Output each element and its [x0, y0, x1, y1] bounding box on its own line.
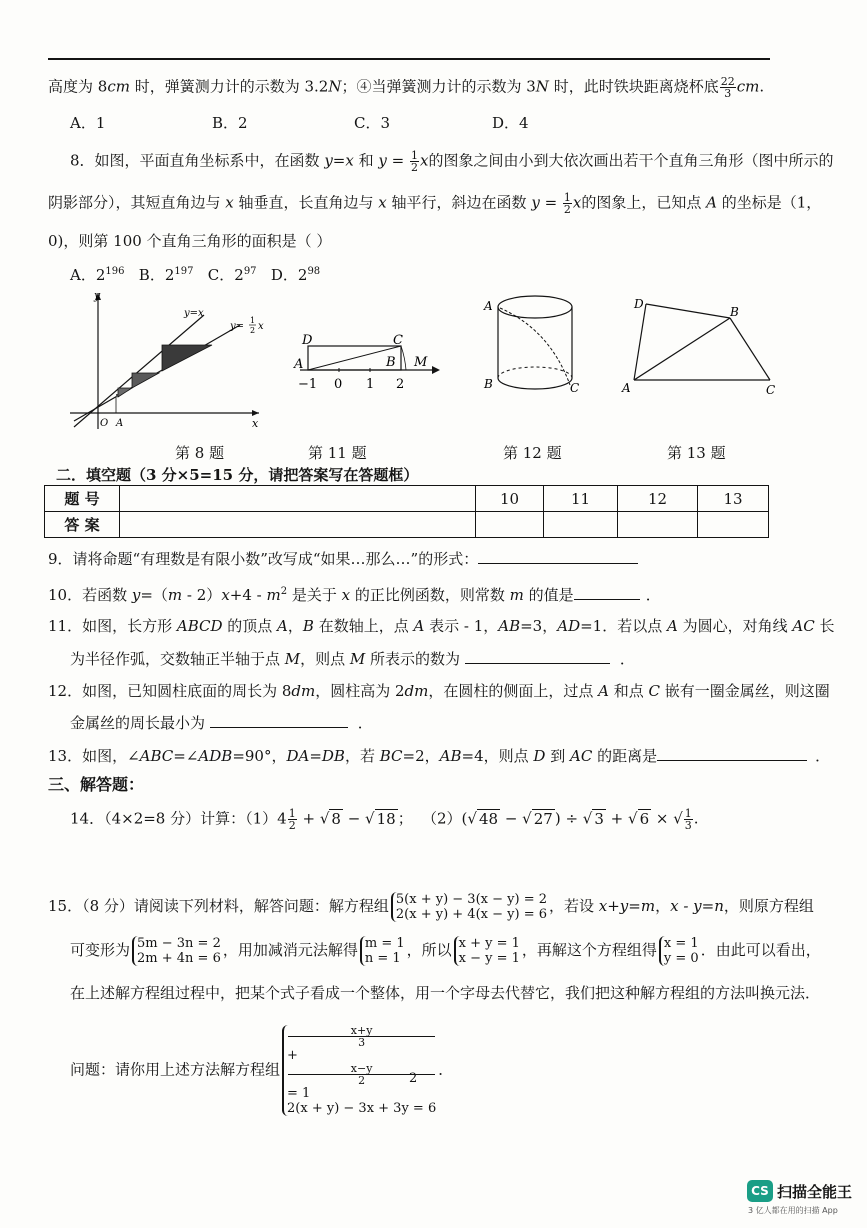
- answer-table-header-row: [45, 486, 769, 512]
- q12-line-2: 金属丝的周长最小为 ．: [70, 714, 373, 732]
- q11-line-2: 为半径作弧，交数轴正半轴于点 M，则点 M 所表示的数为 ．: [70, 650, 635, 668]
- figure-11: [290, 322, 450, 402]
- fig11-d: D: [302, 333, 313, 348]
- q11-answer-blank[interactable]: [465, 649, 610, 664]
- q14: 14．（4×2=8 分）计算：（1）4 $\frac{1}{2}$ + √ 8 − √ 18 ；: [70, 807, 413, 832]
- q8-line-1: 8．如图，平面直角坐标系中，在函数 y=x 和 y = $\frac{1}{2}$ x的图象之间由小到大依次画出若干个直角三角形（图中所示的: [70, 149, 834, 174]
- answer-cell-11[interactable]: [544, 512, 618, 538]
- fig12-c: C: [570, 381, 580, 395]
- camscanner-logo-icon: CS: [747, 1180, 773, 1202]
- q15-system-5: x = 1 y = 0: [659, 936, 699, 966]
- watermark-name: 扫描全能王: [777, 1183, 853, 1201]
- fig13-a: A: [622, 381, 631, 395]
- figure-8: [64, 287, 264, 432]
- q7-text: 高度为 8: [48, 77, 108, 96]
- answer-table-answer-row: [45, 512, 769, 538]
- fig11-tick-0: 0: [334, 377, 343, 392]
- fig8-y-label: y: [94, 289, 101, 302]
- fig12-caption: 第 12 题: [503, 444, 562, 462]
- fig8-line-half: y=: [230, 321, 245, 332]
- svg-text:2: 2: [250, 326, 256, 335]
- q12-answer-blank[interactable]: [210, 713, 348, 728]
- answer-cell-10[interactable]: [476, 512, 544, 538]
- q11-line-1: 11．如图，长方形 ABCD 的顶点 A，B 在数轴上，点 A 表示 - 1，AB=3，AD=1．若以点 A 为圆心，对角线 AC 长: [48, 617, 835, 635]
- fig11-tick-2: 2: [396, 377, 405, 392]
- q7-unit: cm: [736, 77, 760, 96]
- q15-line-3: 在上述解方程组过程中，把某个式子看成一个整体，用一个字母去代替它，我们把这种解方程组的方法叫换元法．: [70, 984, 821, 1002]
- answer-table-cell: [120, 486, 476, 512]
- fig13-b: B: [730, 305, 739, 319]
- q13: 13．如图，∠ABC=∠ADB=90°，DA=DB，若 BC=2，AB=4，则点 D 到 AC 的距离是 ．: [48, 747, 831, 765]
- q7-line: 高度为 8cm 时，弹簧测力计的示数为 3.2N；④当弹簧测力计的示数为 3N 时，此时铁块距离烧杯底 $\frac{22}{3}$ cm.: [48, 75, 765, 100]
- fig11-m: M: [414, 355, 428, 370]
- q7-unit: N: [535, 77, 549, 96]
- q14-part-2: （2）(√ 48 − √ 27 ) ÷ √ 3 + √ 6 × √ $\frac{1}{3}$ .: [422, 807, 699, 832]
- fig13-c: C: [766, 383, 776, 397]
- answer-col-11: 11: [544, 486, 618, 512]
- q7-text: ；④当弹簧测力计的示数为 3: [341, 77, 536, 96]
- q7-fraction: $\frac{22}{3}$: [720, 75, 735, 100]
- section2-title: 二．填空题（3 分×5=15 分，请把答案写在答题框）: [56, 466, 419, 484]
- q7-option-c: C．3: [354, 114, 391, 132]
- fig11-tick-1: 1: [366, 377, 375, 392]
- svg-text:x: x: [258, 321, 264, 332]
- q8-option-b: B．$2^{197}$: [138, 266, 194, 284]
- q8-line-3: 0)，则第 100 个直角三角形的面积是（ ）: [48, 232, 332, 250]
- fig12-a: A: [484, 299, 493, 313]
- fig12-b: B: [484, 377, 493, 391]
- answer-col-13: 13: [698, 486, 769, 512]
- answer-col-10: 10: [476, 486, 544, 512]
- q8-option-c: C．$2^{97}$: [207, 266, 257, 284]
- q10: 10．若函数 $y=(m - 2)x+4 - m^2$ 是关于 x 的正比例函数，则常数 m 的值是 ．: [48, 586, 661, 604]
- answer-table: [44, 485, 769, 538]
- q9-answer-blank[interactable]: [478, 549, 638, 564]
- fig8-origin: O: [100, 418, 109, 429]
- q8-option-d: D．$2^{98}$: [270, 266, 321, 284]
- section3-title: 三、解答题：: [48, 775, 145, 794]
- answer-cell-9[interactable]: [120, 512, 476, 538]
- fig8-x-label: x: [252, 417, 259, 430]
- fig13-d: D: [634, 297, 644, 311]
- q15-system-4: x + y = 1 x − y = 1: [454, 936, 520, 966]
- fig13-caption: 第 13 题: [667, 444, 726, 462]
- q7-option-a: A．1: [70, 114, 106, 132]
- q7-unit: N: [328, 77, 342, 96]
- fig11-tick-neg1: −1: [298, 377, 318, 392]
- svg-text:1: 1: [250, 316, 256, 325]
- q8-line-2: 阴影部分），其短直角边与 x 轴垂直，长直角边与 x 轴平行，斜边在函数 y = $\frac{1}{2}$ x的图象上，已知点 A 的坐标是（1，: [48, 191, 822, 216]
- header-rule: [48, 58, 770, 60]
- q15-system-2: 5m − 3n = 2 2m + 4n = 6: [132, 936, 221, 966]
- q15-system-1: 5(x + y) − 3(x − y) = 2 2(x + y) + 4(x − y) = 6: [391, 892, 547, 922]
- fig8-caption: 第 8 题: [175, 444, 225, 462]
- fig11-b: B: [386, 355, 396, 370]
- q9: 9．请将命题“有理数是有限小数”改写成“如果…那么…”的形式：: [48, 549, 638, 569]
- q15-line-4: 问题：请你用上述方法解方程组 x+y 3 + x−y 2 = 1 2(x + y) − 3x + 3y = 6 ．: [70, 1024, 454, 1116]
- fig11-a: A: [294, 357, 304, 372]
- figure-13: [620, 292, 785, 402]
- q13-answer-blank[interactable]: [657, 746, 807, 761]
- fig11-caption: 第 11 题: [308, 444, 367, 462]
- q15-line-1: 15．（8 分）请阅读下列材料，解答问题：解方程组 5(x + y) − 3(x − y) = 2 2(x + y) + 4(x − y) = 6 ，若设 x+y=m，x - y=n，则原方程组: [48, 892, 814, 922]
- fig8-a: A: [116, 418, 124, 429]
- answer-table-label: 题 号: [45, 486, 120, 512]
- figure-12: [480, 290, 590, 400]
- answer-cell-12[interactable]: [618, 512, 698, 538]
- q8-options: [70, 262, 320, 285]
- fig11-c: C: [393, 333, 403, 348]
- q7-option-d: D．4: [492, 114, 529, 132]
- q12-line-1: 12．如图，已知圆柱底面的周长为 8dm，圆柱高为 2dm，在圆柱的侧面上，过点 A 和点 C 嵌有一圈金属丝，则这圈: [48, 682, 830, 700]
- q8-option-a: A．$2^{196}$: [70, 266, 125, 284]
- q7-text: 时，弹簧测力计的示数为 3.2: [129, 77, 329, 96]
- answer-cell-13[interactable]: [698, 512, 769, 538]
- fig8-line-yx: y=x: [184, 308, 204, 319]
- q7-option-b: B．2: [212, 114, 248, 132]
- q15-line-2: 可变形为 5m − 3n = 2 2m + 4n = 6 ，用加减消元法解得 m = 1 n = 1 ，所以 x + y = 1 x − y = 1 ，再解这个方程组得 x = 1 y = 0 ．由此可以看出，: [70, 936, 821, 966]
- q7-text: 时，此时铁块距离烧杯底: [548, 77, 719, 96]
- page-number: 2: [409, 1071, 418, 1086]
- watermark-tagline: 3 亿人都在用的扫描 App: [748, 1206, 838, 1215]
- q15-system-3: m = 1 n = 1: [360, 936, 405, 966]
- q7-unit: cm: [107, 77, 130, 96]
- answer-col-12: 12: [618, 486, 698, 512]
- q10-answer-blank[interactable]: [574, 585, 640, 600]
- answer-table-label: 答 案: [45, 512, 120, 538]
- q15-system-6: x+y 3 + x−y 2 = 1 2(x + y) − 3x + 3y = 6: [282, 1025, 436, 1116]
